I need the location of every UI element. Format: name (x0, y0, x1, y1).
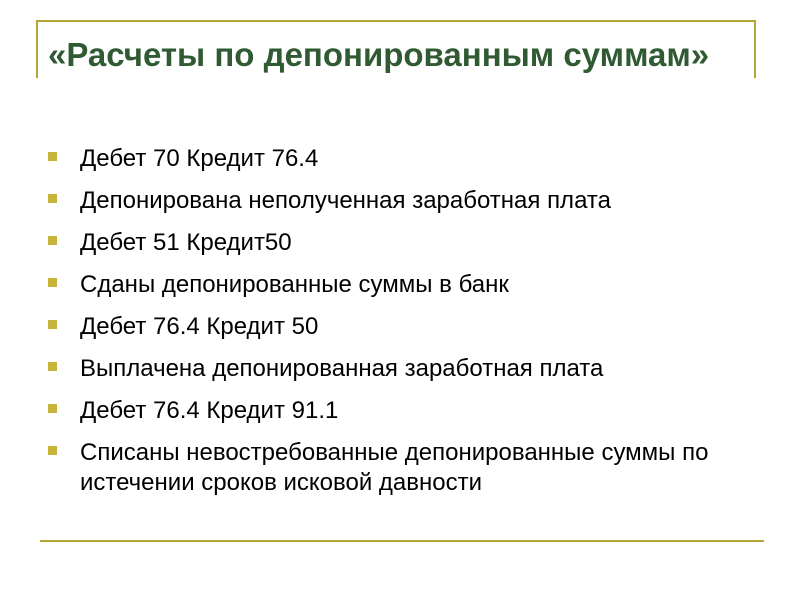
bullet-item (46, 270, 766, 300)
bullet-text: Списаны невостребованные депонированные суммы по истечении сроков исковой давности (80, 439, 709, 496)
slide-title: «Расчеты по депонированным суммам» (48, 36, 710, 73)
square-bullet-icon (48, 362, 57, 371)
bullet-item (46, 438, 766, 498)
frame-bottom-line (40, 540, 764, 542)
square-bullet-icon (48, 194, 57, 203)
bullet-text: Депонирована неполученная заработная плата (80, 187, 611, 214)
square-bullet-icon (48, 278, 57, 287)
square-bullet-icon (48, 152, 57, 161)
square-bullet-icon (48, 404, 57, 413)
bullet-text: Дебет 70 Кредит 76.4 (80, 145, 319, 172)
bullet-text: Сданы депонированные суммы в банк (80, 271, 509, 298)
bullet-item (46, 312, 766, 342)
square-bullet-icon (48, 236, 57, 245)
bullet-text: Выплачена депонированная заработная плата (80, 355, 604, 382)
bullet-item (46, 354, 766, 384)
frame-right-line (754, 20, 756, 78)
bullet-item (46, 144, 766, 174)
frame-left-line (36, 20, 38, 78)
bullet-item (46, 228, 766, 258)
bullet-text: Дебет 76.4 Кредит 50 (80, 313, 319, 340)
bullet-item (46, 186, 766, 216)
frame-top-line (36, 20, 756, 22)
bullet-list (46, 144, 766, 510)
bullet-text: Дебет 76.4 Кредит 91.1 (80, 397, 339, 424)
square-bullet-icon (48, 320, 57, 329)
bullet-item (46, 396, 766, 426)
square-bullet-icon (48, 446, 57, 455)
bullet-text: Дебет 51 Кредит50 (80, 229, 292, 256)
